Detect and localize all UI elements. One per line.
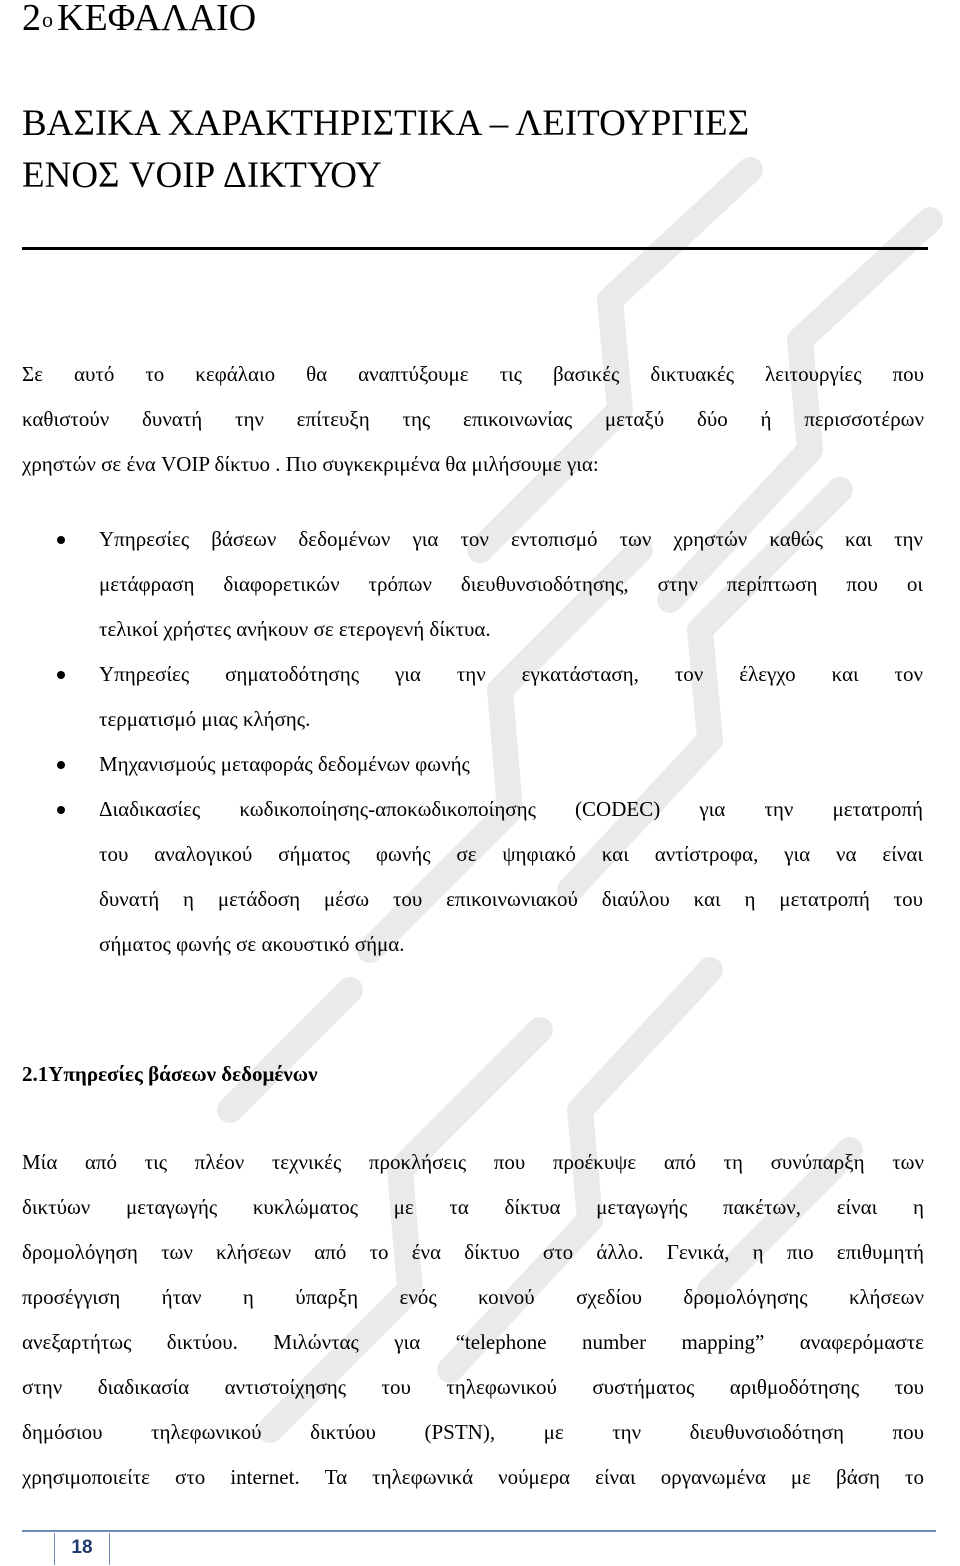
body-line: ανεξαρτήτως δικτύου. Μιλώντας για “telephone number mapping” αναφερόμαστε [22, 1330, 924, 1354]
body-line: χρησιμοποιείτε στο internet. Τα τηλεφωνικά νούμερα είναι οργανωμένα με βάση το [22, 1465, 924, 1489]
body-line: προσέγγιση ήταν η ύπαρξη ενός κοινού σχεδίου δρομολόγησης κλήσεων [22, 1285, 924, 1309]
page-number: 18 [54, 1533, 110, 1565]
bullet-item [0, 652, 960, 742]
bullet-item [0, 742, 960, 787]
intro-line: χρηστών σε ένα VOIP δίκτυο . Πιο συγκεκριμένα θα μιλήσουμε για: [22, 452, 599, 476]
chapter-ordinal: ο [42, 7, 53, 32]
bullet-line: Μηχανισμούς μεταφοράς δεδομένων φωνής [99, 752, 470, 776]
chapter-title-line-1: ΒΑΣΙΚΑ ΧΑΡΑΚΤΗΡΙΣΤΙΚΑ – ΛΕΙΤΟΥΡΓΙΕΣ [22, 103, 750, 144]
chapter-label: ΚΕΦΑΛΑΙΟ [57, 0, 257, 39]
body-paragraph [22, 1140, 924, 1500]
footer-divider [22, 1530, 936, 1532]
bullet-list [0, 517, 960, 967]
chapter-title [22, 98, 932, 202]
bullet-line: Υπηρεσίες βάσεων δεδομένων για τον εντοπισμό των χρηστών καθώς και την [99, 527, 923, 551]
bullet-text [99, 742, 923, 787]
bullet-line: Διαδικασίες κωδικοποίησης-αποκωδικοποίησης (CODEC) για την μετατροπή [99, 797, 923, 821]
bullet-item [0, 787, 960, 967]
title-divider [22, 247, 928, 250]
bullet-icon [57, 536, 65, 544]
intro-paragraph [22, 352, 924, 487]
body-line: δρομολόγηση των κλήσεων από το ένα δίκτυο στο άλλο. Γενικά, η πιο επιθυμητή [22, 1240, 924, 1264]
bullet-line: δυνατή η μετάδοση μέσω του επικοινωνιακού διαύλου και η μετατροπή του [99, 887, 923, 911]
bullet-text [99, 517, 923, 652]
intro-line: Σε αυτό το κεφάλαιο θα αναπτύξουμε τις βασικές δικτυακές λειτουργίες που [22, 362, 924, 386]
bullet-line: Υπηρεσίες σηματοδότησης για την εγκατάσταση, τον έλεγχο και τον [99, 662, 923, 686]
chapter-title-line-2: ΕΝΟΣ VOIP ΔΙΚΤΥΟΥ [22, 155, 382, 196]
bullet-line: τελικοί χρήστες ανήκουν σε ετερογενή δίκτυα. [99, 617, 491, 641]
bullet-icon [57, 806, 65, 814]
bullet-text [99, 652, 923, 742]
bullet-line: τερματισμό μιας κλήσης. [99, 707, 311, 731]
body-line: στην διαδικασία αντιστοίχησης του τηλεφωνικού συστήματος αριθμοδότησης του [22, 1375, 924, 1399]
section-heading [22, 1052, 318, 1097]
bullet-line: σήματος φωνής σε ακουστικό σήμα. [99, 932, 405, 956]
bullet-icon [57, 761, 65, 769]
section-number: 2.1 [22, 1062, 49, 1086]
chapter-heading [22, 0, 256, 42]
section-title: Υπηρεσίες βάσεων δεδομένων [48, 1062, 318, 1086]
intro-line: καθιστούν δυνατή την επίτευξη της επικοινωνίας μεταξύ δύο ή περισσοτέρων [22, 407, 924, 431]
body-line: δημόσιου τηλεφωνικού δικτύου (PSTN), με την διευθυνσιοδότηση που [22, 1420, 924, 1444]
bullet-line: του αναλογικού σήματος φωνής σε ψηφιακό και αντίστροφα, για να είναι [99, 842, 923, 866]
body-line: δικτύων μεταγωγής κυκλώματος με τα δίκτυα μεταγωγής πακέτων, είναι η [22, 1195, 924, 1219]
chapter-number: 2 [22, 0, 41, 39]
body-line: Μία από τις πλέον τεχνικές προκλήσεις που προέκυψε από τη συνύπαρξη των [22, 1150, 924, 1174]
bullet-text [99, 787, 923, 967]
bullet-icon [57, 671, 65, 679]
bullet-line: μετάφραση διαφορετικών τρόπων διευθυνσιοδότησης, στην περίπτωση που οι [99, 572, 923, 596]
bullet-item [0, 517, 960, 652]
